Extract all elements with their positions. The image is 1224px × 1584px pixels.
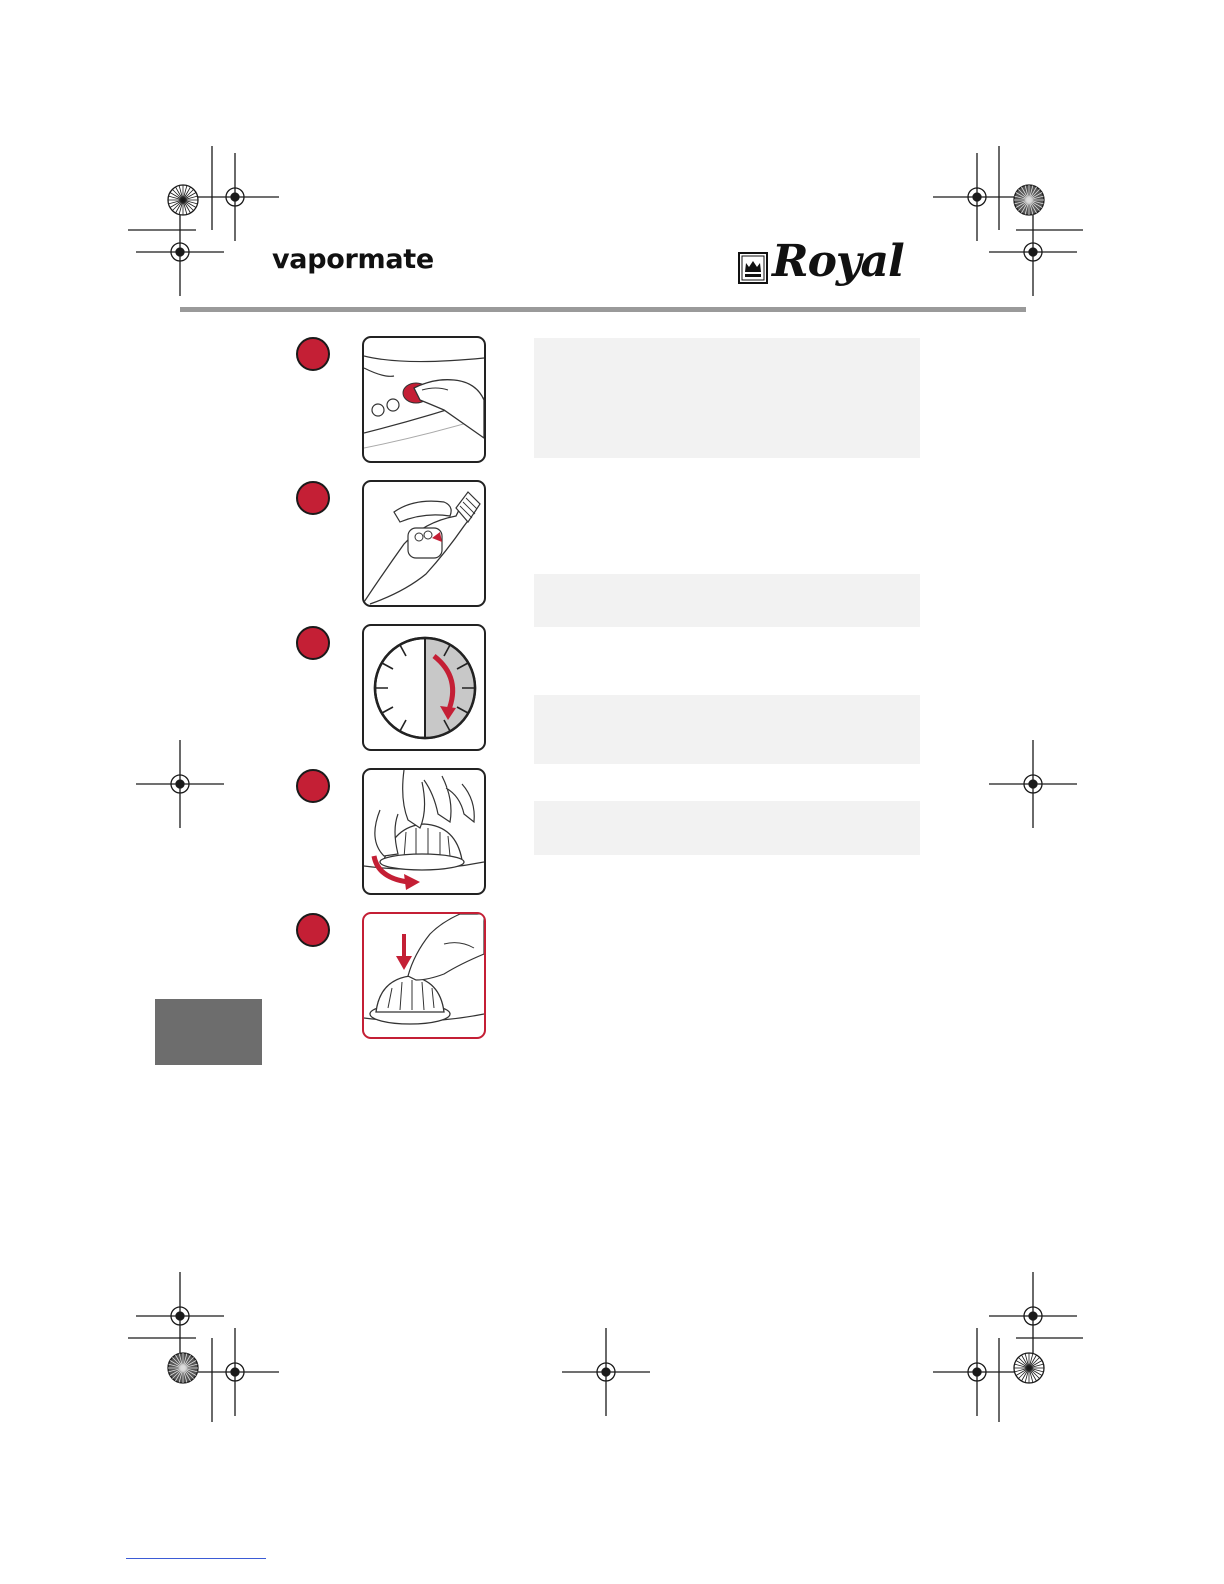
hold-handle-illustration <box>362 480 486 607</box>
registration-mark <box>933 153 1021 241</box>
section-tab <box>155 999 262 1065</box>
note-panel <box>534 574 920 627</box>
step-indicator <box>296 626 330 660</box>
registration-mark <box>136 740 224 828</box>
color-target-mark <box>168 1353 198 1383</box>
color-target-mark <box>1014 185 1044 215</box>
registration-mark <box>989 1272 1077 1360</box>
dial-rotate-illustration <box>362 624 486 751</box>
registration-mark <box>136 208 224 296</box>
product-name: vapormate <box>272 244 434 275</box>
registration-mark <box>989 740 1077 828</box>
registration-mark <box>562 1328 650 1416</box>
footer-link-underline <box>126 1558 266 1559</box>
registration-mark <box>191 153 279 241</box>
turn-cap-illustration <box>362 768 486 895</box>
note-panel <box>534 338 920 458</box>
step-indicator <box>296 913 330 947</box>
note-panel <box>534 695 920 764</box>
color-target-mark <box>1014 1353 1044 1383</box>
press-cap-illustration <box>362 912 486 1039</box>
color-target-mark <box>168 185 198 215</box>
step-indicator <box>296 769 330 803</box>
step-indicator <box>296 337 330 371</box>
registration-mark <box>136 1272 224 1360</box>
press-button-illustration <box>362 336 486 463</box>
note-panel <box>534 801 920 855</box>
registration-mark <box>933 1328 1021 1416</box>
step-indicator <box>296 481 330 515</box>
header-rule <box>180 307 1026 312</box>
brand-logo: Royal <box>772 236 904 287</box>
registration-mark <box>191 1328 279 1416</box>
crown-badge-icon <box>738 252 768 284</box>
registration-mark <box>989 208 1077 296</box>
